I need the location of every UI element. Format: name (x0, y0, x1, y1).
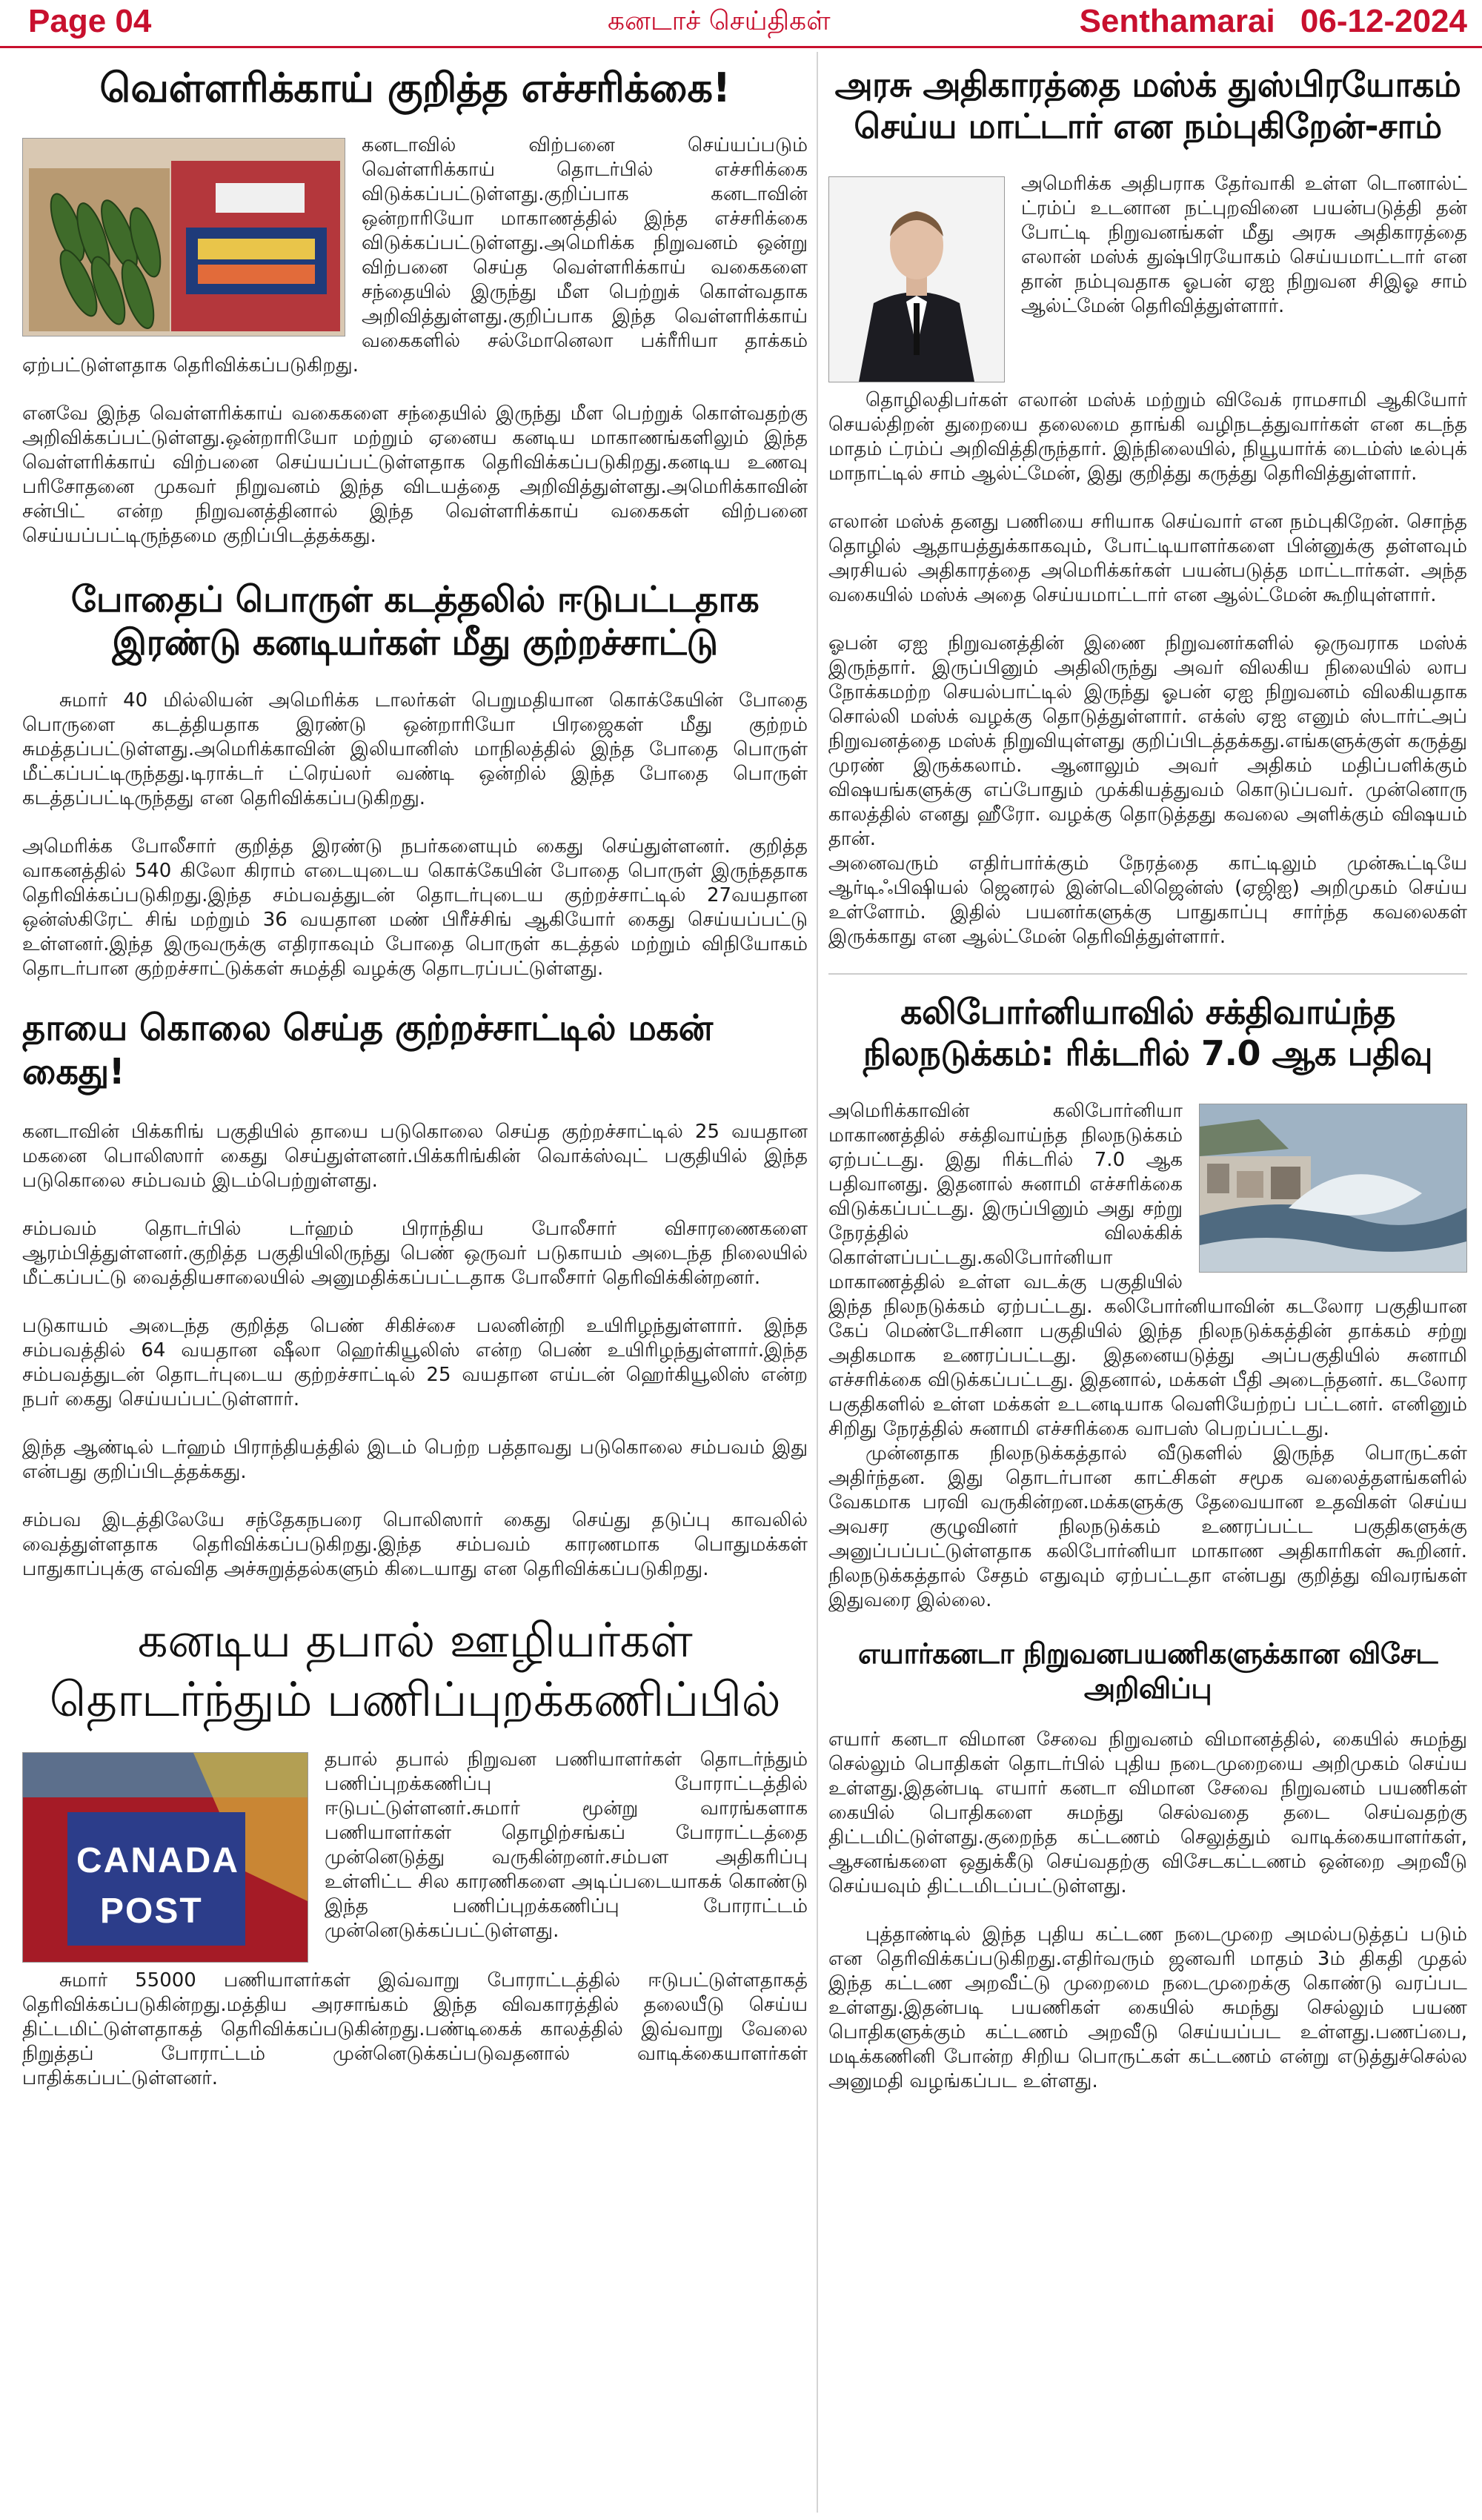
article-paragraph: அனைவரும் எதிர்பார்க்கும் நேரத்தை காட்டிலும் முன்கூட்டியே ஆர்டிஃபிஷியல் ஜெனரல் இன்டெலிஜென்ஸ் (ஏஜிஐ) அறிமுகம் செய்ய உள்ளோம். இதில் பயனர்களுக்கு பாதுகாப்பு சார்ந்த கவலைகள் இருக்காது என ஆல்ட்மேன் தெரிவித்துள்ளார். (828, 852, 1467, 949)
cucumber-image-graphic (23, 139, 345, 336)
left-column (22, 59, 808, 2115)
headline-line-2: நிலநடுக்கம்: ரிக்டரில் 7.0 ஆக பதிவு (863, 1033, 1433, 1074)
headline-line-1: போதைப் பொருள் கடத்தலில் ஈடுபட்டதாக (70, 578, 760, 620)
headline-line-1: கலிபோர்னியாவில் சக்திவாய்ந்த (900, 992, 1395, 1032)
column-divider (817, 52, 818, 2513)
article-paragraph: கனடாவில் விற்பனை செய்யப்படும் வெள்ளரிக்காய் தொடர்பில் எச்சரிக்கை விடுக்கப்பட்டுள்ளது.குறிப்பாக கனடாவின் ஒன்றாரியோ மாகாணத்தில் இந்த எச்சரிக்கை விடுக்கப்பட்டுள்ளது.அமெரிக்க நிறுவனம் ஒன்று விற்பனை செய்த வெள்ளரிக்காய் வகைகளை சந்தையில் இருந்து மீள பெற்றுக் கொள்வதாக அறிவித்துள்ளது.குறிப்பாக இந்த வெள்ளரிக்காய் வகைகளில் சல்மோனெலா பக்ரீரியா தாக்கம் ஏற்பட்டுள்ளதாக தெரிவிக்கப்படுகிறது. (22, 133, 808, 377)
article-paragraph: அமெரிக்க அதிபராக தேர்வாகி உள்ள டொனால்ட் ட்ரம்ப் உடனான நட்புறவினை பயன்படுத்தி தன் போட்டி நிறுவனங்கள் மீது அரசு அதிகாரத்தை எலான் மஸ்க் துஷ்பிரயோகம் செய்யமாட்டார் என தான் நம்புவதாக ஓபன் ஏஐ நிறுவன சிஇஓ சாம் ஆல்ட்மேன் தெரிவித்துள்ளார். (1021, 173, 1467, 318)
article-headline: தாயை கொலை செய்த குற்றச்சாட்டில் மகன் கைது! (22, 1007, 713, 1092)
publication-date-line (1080, 3, 1467, 40)
article-headline (828, 64, 1467, 147)
article-paragraph: அமெரிக்க போலீசார் குறித்த இரண்டு நபர்களையும் கைது செய்துள்ளனர். குறித்த வாகனத்தில் 540 கிலோ கிராம் எடையுடைய கொக்கேயின் போதை பொருள் இருந்ததாக தெரிவிக்கப்படுகிறது.இந்த சம்பவத்துடன் தொடர்புடைய குற்றச்சாட்டில் 27வயதான ஒன்ஸ்கிரேட் சிங் மற்றும் 36 வயதான மண் பிரீச்சிங் ஆகியோர் கைது செய்யப்பட்டு உள்ளனர்.இந்த இருவருக்கு எதிராகவும் போதை பொருள் கடத்தல் மற்றும் விநியோகம் தொடர்பான குற்றச்சாட்டுக்கள் சுமத்தி வழக்கு தொடரப்பட்டுள்ளது. (22, 835, 808, 980)
section-rule (828, 973, 1467, 975)
article-musk-altman (828, 64, 1467, 949)
article-paragraph: எனவே இந்த வெள்ளரிக்காய் வகைகளை சந்தையில் இருந்து மீள பெற்றுக் கொள்வதற்கு அறிவிக்கப்பட்டுள்ளது.ஒன்றாரியோ மற்றும் ஏனைய கனடிய மாகாணங்களிலும் இந்த வெள்ளரிக்காய் விற்பனை செய்யப்பட்டுள்ளதாக தெரிவிக்கப்படுகிறது.கனடிய உணவு பரிசோதனை முகவர் நிறுவனம் இந்த விடயத்தை அறிவித்துள்ளது.அமெரிக்காவின் சன்பிட் என்ற நிறுவனத்தினால் இந்த வெள்ளரிக்காய் வகைகள் விற்பனை செய்யப்பட்டிருந்தமை குறிப்பிடத்தக்கது. (22, 402, 808, 547)
article-california-quake (828, 991, 1467, 1613)
article-headline: வெள்ளரிக்காய் குறித்த எச்சரிக்கை! (99, 64, 731, 111)
article-paragraph: சம்பவ இடத்திலேயே சந்தேகநபரை பொலிஸார் கைது செய்து தடுப்பு காவலில் வைத்துள்ளதாக தெரிவிக்கப்படுகிறது.இந்த சம்பவம் காரணமாக பொதுமக்கள் பாதுகாப்புக்கு எவ்வித அச்சுறுத்தல்களும் கிடையாது என தெரிவிக்கப்படுகிறது. (22, 1509, 808, 1581)
page-number: Page 04 (28, 3, 152, 39)
publication-name: Senthamarai (1079, 3, 1275, 39)
article-headline (22, 578, 808, 665)
headline-line-2: தொடர்ந்தும் பணிப்புறக்கணிப்பில் (49, 1673, 781, 1728)
canada-post-sign-line-1: CANADA (76, 1841, 239, 1881)
section-title: கனடாச் செய்திகள் (608, 6, 831, 36)
article-headline (828, 991, 1467, 1074)
headline-line-1: கனடிய தபால் ஊழியர்கள் (137, 1614, 693, 1669)
canada-post-photo (22, 1752, 308, 1963)
article-paragraph: தபால் தபால் நிறுவன பணியாளர்கள் தொடர்ந்தும் பணிப்புறக்கணிப்பு போராட்டத்தில் ஈடுபட்டுள்ளனர்.சுமார் மூன்று வாரங்களாக பணியாளர்கள் தொழிற்சங்கப் போராட்டத்தை முன்னெடுத்து வருகின்றனர்.சம்பள அதிகரிப்பு உள்ளிட்ட சில காரணிகளை அடிப்படையாகக் கொண்டு இந்த பணிப்புறக்கணிப்பு போராட்டம் முன்னெடுக்கப்பட்டுள்ளது. (325, 1748, 808, 1943)
headline-line-2: இரண்டு கனடியர்கள் மீது குற்றச்சாட்டு (112, 622, 718, 664)
article-paragraph: இந்த ஆண்டில் டர்ஹம் பிராந்தியத்தில் இடம் பெற்ற பத்தாவது படுகொலை சம்பவம் இது என்பது குறிப்பிடத்தக்கது. (22, 1436, 808, 1484)
sam-altman-photo (828, 176, 1005, 382)
article-paragraph: படுகாயம் அடைந்த குறித்த பெண் சிகிச்சை பலனின்றி உயிரிழந்துள்ளார். இந்த சம்பவத்தில் 64 வயதான ஷீலா ஹெர்கியூலிஸ் என்ற பெண் உயிரிழந்துள்ளார்.இந்த சம்பவத்துடன் தொடர்புடைய குற்றச்சாட்டில் 25 வயதான எய்டன் ஹெர்கியூலிஸ் என்ற நபர் கைது செய்யப்பட்டுள்ளார். (22, 1315, 808, 1411)
article-paragraph: சுமார் 40 மில்லியன் அமெரிக்க டாலர்கள் பெறுமதியான கொக்கேயின் போதை பொருளை கடத்தியதாக இரண்டு ஒன்றாரியோ பிரஜைகள் மீது குற்றம் சுமத்தப்பட்டுள்ளது.அமெரிக்காவின் இலியானிஸ் மாநிலத்தில் இந்த போதை பொருள் மீட்கப்பட்டிருந்தது.டிராக்டர் ட்ரெய்லர் வண்டி ஒன்றில் இந்த போதை பொருள் கடத்தப்பட்டிருந்தது என தெரிவிக்கப்படுகிறது. (22, 689, 808, 809)
article-canada-post-strike (22, 1611, 808, 2091)
earthquake-coast-photo (1199, 1104, 1467, 1273)
article-paragraph: தொழிலதிபர்கள் எலான் மஸ்க் மற்றும் விவேக் ராமசாமி ஆகியோர் செயல்திறன் துறையை தலைமை தாங்கி வழிநடத்துவார்கள் என கடந்த மாதம் ட்ரம்ப் அறிவித்திருந்தார். இந்நிலையில், நியூயார்க் டைம்ஸ் டீல்புக் மாநாட்டில் சாம் ஆல்ட்மேன், இது குறித்து கருத்து தெரிவித்துள்ளார். (828, 389, 1467, 485)
article-drug-smuggling (22, 578, 808, 981)
canada-post-sign-line-2: POST (100, 1891, 203, 1932)
right-column (828, 59, 1467, 2118)
portrait-graphic (829, 177, 1004, 382)
article-paragraph: முன்னதாக நிலநடுக்கத்தால் வீடுகளில் இருந்த பொருட்கள் அதிர்ந்தன. இது தொடர்பான காட்சிகள் சமூக வலைத்தளங்களில் வேகமாக பரவி வருகின்றன.மக்களுக்கு தேவையான உதவிகள் செய்ய அவசர குழுவினர் நிலநடுக்கம் உணரப்பட்ட பகுதிகளுக்கு அனுப்பப்பட்டுள்ளதாக கலிபோர்னியா மாகாண அதிகாரிகள் கூறினர். நிலநடுக்கத்தால் சேதம் எதுவும் ஏற்பட்டதா என்பது குறித்து விவரங்கள் இதுவரை இல்லை. (828, 1442, 1467, 1612)
article-paragraph: புத்தாண்டில் இந்த புதிய கட்டண நடைமுறை அமல்படுத்தப் படும் என தெரிவிக்கப்படுகிறது.எதிர்வரும் ஜனவரி மாதம் 3ம் திகதி முதல் இந்த கட்டண அறவீட்டு முறைமை நடைமுறைக்கு கொண்டு வரப்பட உள்ளது.இதன்படி பயணிகள் கையில் சுமந்து செல்லும் பயண பொதிகளுக்கும் கட்டணம் அறவீடு செய்யப்பட உள்ளது.பணப்பை, மடிக்கணினி போன்ற சிறிய பொருட்கள் கட்டணம் என்று எடுத்துச்செல்ல அனுமதி வழங்கப்பட உள்ளது. (828, 1923, 1467, 2093)
article-son-arrested (22, 1007, 808, 1582)
article-paragraph: கனடாவின் பிக்கரிங் பகுதியில் தாயை படுகொலை செய்த குற்றச்சாட்டில் 25 வயதான மகனை பொலிஸார் கைது செய்துள்ளனர்.பிக்கரிங்கின் வொக்ஸ்வுட் பகுதியில் இந்த படுகொலை சம்பவம் இடம்பெற்றுள்ளது. (22, 1121, 808, 1193)
article-paragraph: சுமார் 55000 பணியாளர்கள் இவ்வாறு போராட்டத்தில் ஈடுபட்டுள்ளதாகத் தெரிவிக்கப்படுகின்றது.மத்திய அரசாங்கம் இந்த விவகாரத்தில் தலையீடு செய்ய திட்டமிட்டுள்ளதாகத் தெரிவிக்கப்படுகின்றது.பண்டிகைக் காலத்தில் இவ்வாறு வேலை நிறுத்தப் போராட்டம் முன்னெடுக்கப்படுவதனால் வாடிக்கையாளர்கள் பாதிக்கப்பட்டுள்ளனர். (22, 1969, 808, 2090)
article-air-canada (828, 1637, 1467, 2094)
article-paragraph: எலான் மஸ்க் தனது பணியை சரியாக செய்வார் என நம்புகிறேன். சொந்த தொழில் ஆதாயத்துக்காகவும், போட்டியாளர்களை பின்னுக்கு தள்ளவும் அரசியல் அதிகாரத்தை அமெரிக்கர்கள் பயன்படுத்த மாட்டார்கள். அந்த வகையில் மஸ்க் அதை செய்யமாட்டார் என ஆல்ட்மேன் கூறியுள்ளார். (828, 511, 1467, 607)
page-header (0, 0, 1482, 48)
article-paragraph: எயார் கனடா விமான சேவை நிறுவனம் விமானத்தில், கையில் சுமந்து செல்லும் பொதிகள் தொடர்பில் புதிய நடைமுறையை அறிமுகம் செய்ய உள்ளது.இதன்படி எயார் கனடா விமான சேவை நிறுவனம் பயணிகள் கையில் பொதிகளை சுமந்து செல்வதை தடை செய்வதற்கு திட்டமிட்டுள்ளது.குறைந்த கட்டணம் செலுத்தும் வாடிக்கையாளர்கள், ஆசனங்களை ஒதுக்கீடு செய்வதற்கு விசேடகட்டணம் ஒன்றை அறவீடு செய்யவும் திட்டமிடப்பட்டுள்ளது. (828, 1728, 1467, 1898)
issue-date: 06-12-2024 (1300, 3, 1467, 39)
article-headline: எயார்கனடா நிறுவனபயணிகளுக்கான விசேட அறிவிப்பு (857, 1637, 1438, 1705)
coast-image-graphic (1200, 1104, 1466, 1272)
article-paragraph: ஓபன் ஏஐ நிறுவனத்தின் இணை நிறுவனர்களில் ஒருவராக மஸ்க் இருந்தார். இருப்பினும் அதிலிருந்து அவர் விலகிய நிலையில் லாப நோக்கமற்ற செயல்பாட்டில் இருந்து ஓபன் ஏஐ நிறுவனம் விலகியதாக சொல்லி மஸ்க் வழக்கு தொடுத்துள்ளார். எக்ஸ் ஏஐ எனும் ஸ்டார்ட்அப் நிறுவனத்தை மஸ்க் நிறுவியுள்ளது குறிப்பிடத்தக்கது.எங்களுக்குள் கருத்து முரண் இருக்கலாம். ஆனாலும் அவர் அதிகம் மதிப்பளிக்கும் விஷயங்களுக்கு எப்போதும் முக்கியத்துவம் கொடுப்பவர். முன்னொரு காலத்தில் எனது ஹீரோ. வழக்கு தொடுத்தது கவலை அளிக்கும் விஷயம் தான். (828, 632, 1467, 851)
article-paragraph: சம்பவம் தொடர்பில் டர்ஹம் பிராந்திய போலீசார் விசாரணைகளை ஆரம்பித்துள்ளனர்.குறித்த பகுதியிலிருந்து பெண் ஒருவர் படுகாயம் அடைந்த நிலையில் மீட்கப்பட்டு வைத்தியசாலையில் அனுமதிக்கப்பட்டதாக போலீசார் தெரிவிக்கின்றனர். (22, 1218, 808, 1290)
article-headline (22, 1611, 808, 1730)
article-cucumber-warning (22, 64, 808, 548)
headline-line-2: செய்ய மாட்டார் என நம்புகிறேன்-சாம் (854, 106, 1442, 147)
article-paragraph: அமெரிக்காவின் கலிபோர்னியா மாகாணத்தில் சக்திவாய்ந்த நிலநடுக்கம் ஏற்பட்டது. இது ரிக்டரில் 7.0 ஆக பதிவானது. இதனால் சுனாமி எச்சரிக்கை விடுக்கப்பட்டது. இருப்பினும் அது சற்று நேரத்தில் விலக்கிக் கொள்ளப்பட்டது.கலிபோர்னியா மாகாணத்தில் உள்ள வடக்கு பகுதியில் இந்த நிலநடுக்கம் ஏற்பட்டது. கலிபோர்னியாவின் கடலோர பகுதியான கேப் மெண்டோசினா பகுதியில் இந்த நிலநடுக்கத்தின் தாக்கம் சற்று அதிகமாக உணரப்பட்டது. இதனையடுத்து அப்பகுதியில் சுனாமி எச்சரிக்கை விடுக்கப்பட்டது. இதனால், மக்கள் பீதி அடைந்தனர். கடலோர பகுதிகளில் உள்ள மக்கள் உடனடியாக வெளியேற்றப் பட்டனர். எனினும் சிறிது நேரத்தில் சுனாமி எச்சரிக்கை வாபஸ் பெறப்பட்டது. (828, 1100, 1467, 1441)
cucumber-photo (22, 138, 345, 336)
headline-line-1: அரசு அதிகாரத்தை மஸ்க் துஸ்பிரயோகம் (834, 64, 1461, 105)
